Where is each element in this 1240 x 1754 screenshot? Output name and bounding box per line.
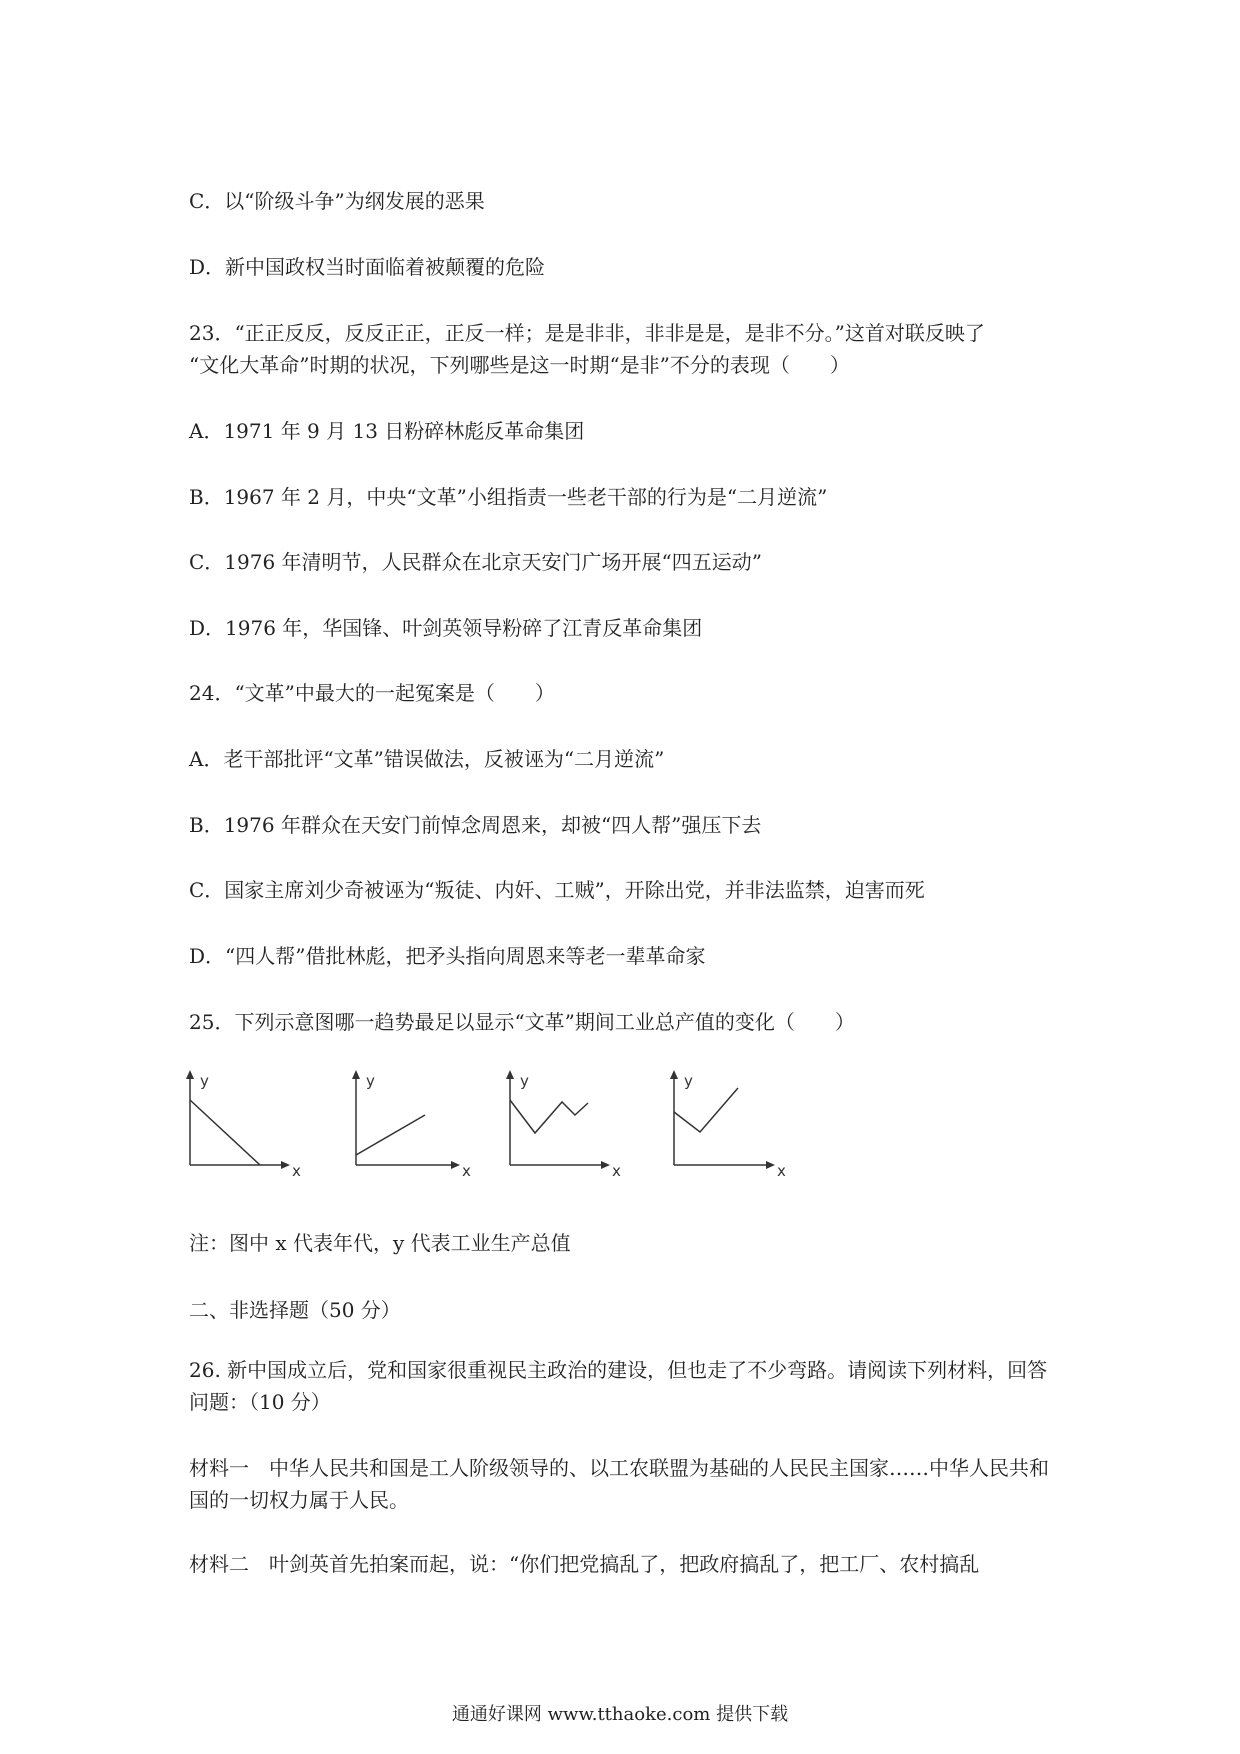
material-1: 材料一 中华人民共和国是工人阶级领导的、以工农联盟为基础的人民民主国家……中华人民共和国的一切权力属于人民。 [189,1456,1049,1512]
question-24: 24．“文革”中最大的一起冤案是（ ） [189,681,555,705]
material-2: 材料二 叶剑英首先拍案而起，说：“你们把党搞乱了，把政府搞乱了，把工厂、农村搞乱 [189,1552,980,1576]
question-23-line2: “文化大革命”时期的状况，下列哪些是这一时期“是非”不分的表现（ ） [189,353,850,377]
option-22c: C．以“阶级斗争”为纲发展的恶果 [189,189,485,213]
y-axis-label: y [684,1072,693,1090]
option-23c: C．1976 年清明节，人民群众在北京天安门广场开展“四五运动” [189,550,763,574]
diagram-4 [660,1070,810,1180]
diagram-1 [180,1070,330,1180]
y-axis-label: y [200,1072,209,1090]
trend-line [356,1115,425,1155]
option-23a: A．1971 年 9 月 13 日粉碎林彪反革命集团 [189,419,585,443]
x-axis-label: x [292,1162,301,1180]
option-24d: D．“四人帮”借批林彪，把矛头指向周恩来等老一辈革命家 [189,944,706,968]
option-24c: C．国家主席刘少奇被诬为“叛徒、内奸、工贼”，开除出党，并非法监禁，迫害而死 [189,878,925,902]
section-two-heading: 二、非选择题（50 分） [189,1298,401,1322]
trend-line [510,1100,588,1133]
question-25: 25．下列示意图哪一趋势最足以显示“文革”期间工业总产值的变化（ ） [189,1010,855,1034]
option-24a: A．老干部批评“文革”错误做法，反被诬为“二月逆流” [189,747,665,771]
trend-line [674,1088,738,1132]
x-axis-label: x [612,1162,621,1180]
x-axis-label: x [777,1162,786,1180]
y-axis-label: y [520,1072,529,1090]
trend-line [190,1100,260,1165]
option-23d: D．1976 年，华国锋、叶剑英领导粉碎了江青反革命集团 [189,616,703,640]
y-axis-label: y [366,1072,375,1090]
footer: 通通好课网 www.tthaoke.com 提供下载 [451,1704,789,1725]
trend-diagrams [180,1070,800,1180]
diagram-3 [500,1070,650,1180]
option-23b: B．1967 年 2 月，中央“文革”小组指责一些老干部的行为是“二月逆流” [189,485,828,509]
option-22d: D．新中国政权当时面临着被颠覆的危险 [189,255,546,279]
diagram-2 [340,1070,490,1180]
x-axis-label: x [462,1162,471,1180]
question-26: 26. 新中国成立后，党和国家很重视民主政治的建设，但也走了不少弯路。请阅读下列材料，回答问题：（10 分） [189,1358,1048,1414]
option-24b: B．1976 年群众在天安门前悼念周恩来，却被“四人帮”强压下去 [189,813,762,837]
question-23-line1: 23．“正正反反，反反正正，正反一样；是是非非，非非是是，是非不分。”这首对联反映了 [189,321,985,345]
diagram-note: 注：图中 x 代表年代，y 代表工业生产总值 [189,1231,571,1255]
